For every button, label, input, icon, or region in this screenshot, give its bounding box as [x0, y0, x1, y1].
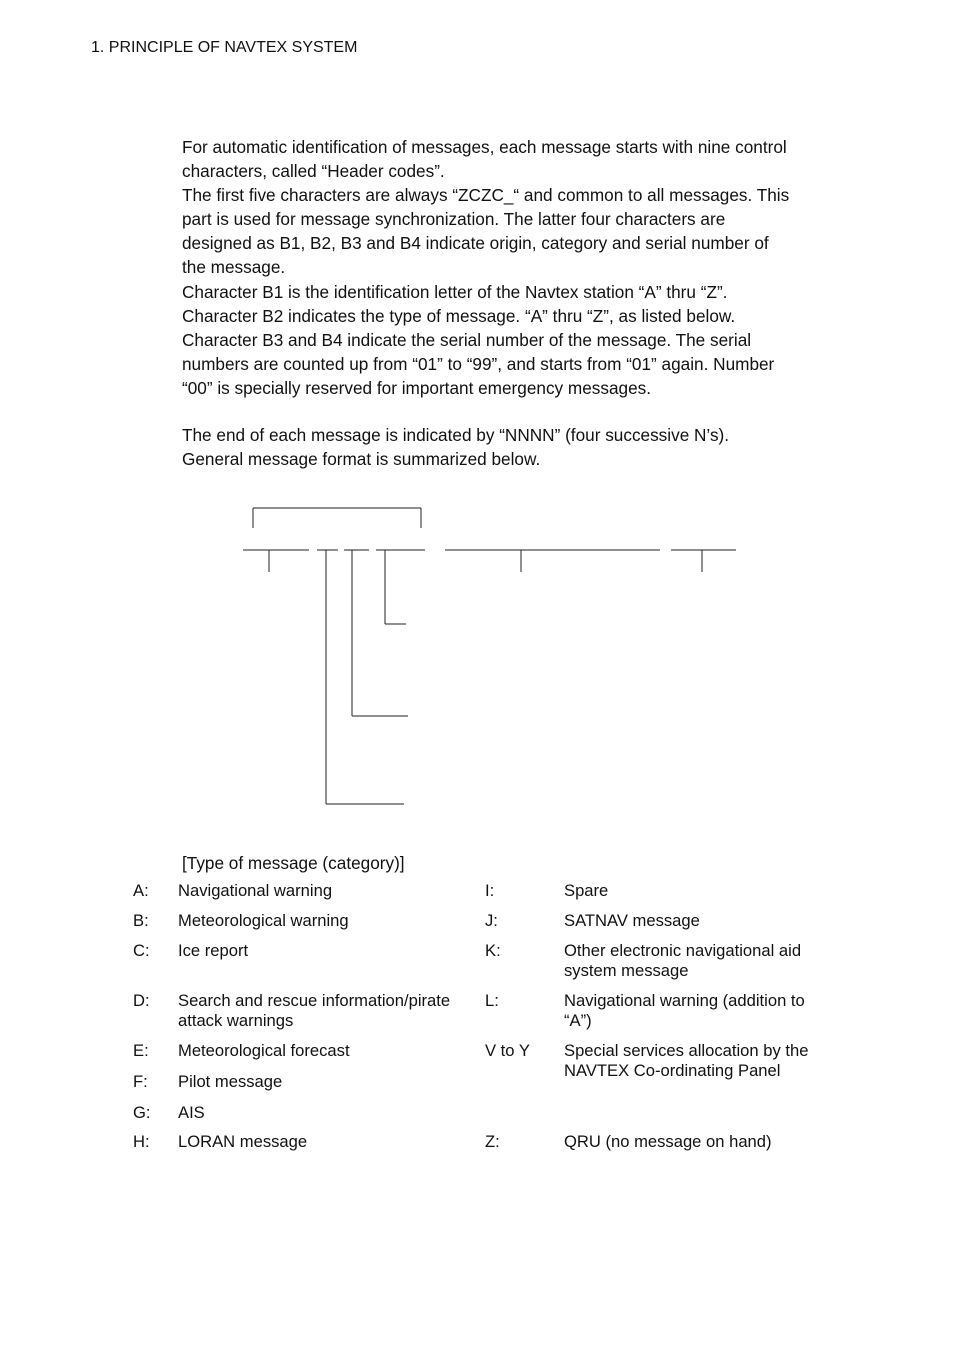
- category-desc: Pilot message: [178, 1072, 283, 1091]
- category-code: B:: [133, 911, 149, 930]
- category-leader: [352, 550, 408, 716]
- category-code: J:: [485, 911, 498, 930]
- category-desc: SATNAV message: [564, 911, 700, 930]
- category-desc: Navigational warning (addition to: [564, 991, 805, 1010]
- category-desc: Other electronic navigational aid: [564, 941, 802, 960]
- category-desc: AIS: [178, 1103, 205, 1122]
- category-desc: LORAN message: [178, 1132, 308, 1151]
- intro-line: characters, called “Header codes”.: [182, 161, 445, 182]
- category-desc: Special services allocation by the: [564, 1041, 809, 1060]
- category-code: V to Y: [485, 1041, 530, 1060]
- intro-line: For automatic identification of messages, each message starts with nine control: [182, 137, 787, 157]
- category-code: F:: [133, 1072, 148, 1091]
- category-desc: QRU (no message on hand): [564, 1132, 772, 1151]
- category-code: G:: [133, 1103, 151, 1122]
- intro-line: Character B2 indicates the type of message. “A” thru “Z”, as listed below.: [182, 305, 736, 326]
- category-desc: Meteorological warning: [178, 911, 349, 930]
- category-table-title: [Type of message (category)]: [182, 853, 405, 873]
- intro-line: numbers are counted up from “01” to “99”, and starts from “01” again. Number: [182, 353, 775, 374]
- category-code: L:: [485, 991, 499, 1010]
- category-code: Z:: [485, 1132, 500, 1151]
- category-desc: attack warnings: [178, 1011, 294, 1030]
- serial-number-leader: [385, 550, 406, 624]
- category-desc: Spare: [564, 881, 609, 900]
- category-code: E:: [133, 1041, 149, 1060]
- category-code: K:: [485, 941, 501, 960]
- category-desc: Ice report: [178, 941, 249, 960]
- category-desc: “A”): [564, 1011, 592, 1030]
- header-bracket: [253, 508, 421, 528]
- intro-line: part is used for message synchronization. The latter four characters are: [182, 209, 726, 230]
- intro-line: The first five characters are always “ZCZC_“ and common to all messages. This: [182, 185, 790, 206]
- category-code: C:: [133, 941, 150, 960]
- intro-line: the message.: [182, 257, 286, 278]
- intro-line: designed as B1, B2, B3 and B4 indicate origin, category and serial number of: [182, 233, 769, 254]
- intro-line: Character B1 is the identification letter of the Navtex station “A” thru “Z”.: [182, 281, 728, 302]
- category-desc: Navigational warning: [178, 881, 333, 900]
- category-code: A:: [133, 881, 149, 900]
- intro-line: “00” is specially reserved for important emergency messages.: [182, 377, 652, 398]
- category-code: I:: [485, 881, 495, 900]
- category-desc: NAVTEX Co-ordinating Panel: [564, 1061, 781, 1080]
- field-ticks: [269, 550, 702, 572]
- station-leader: [326, 550, 404, 804]
- ending-line: The end of each message is indicated by “NNNN” (four successive N’s).: [182, 425, 730, 445]
- section-header: 1. PRINCIPLE OF NAVTEX SYSTEM: [91, 39, 358, 56]
- category-code: H:: [133, 1132, 150, 1151]
- intro-line: Character B3 and B4 indicate the serial number of the message. The serial: [182, 329, 752, 350]
- category-desc: system message: [564, 961, 689, 980]
- ending-line: General message format is summarized below.: [182, 449, 541, 470]
- category-desc: Search and rescue information/pirate: [178, 991, 451, 1010]
- category-code: D:: [133, 991, 150, 1010]
- category-desc: Meteorological forecast: [178, 1041, 350, 1060]
